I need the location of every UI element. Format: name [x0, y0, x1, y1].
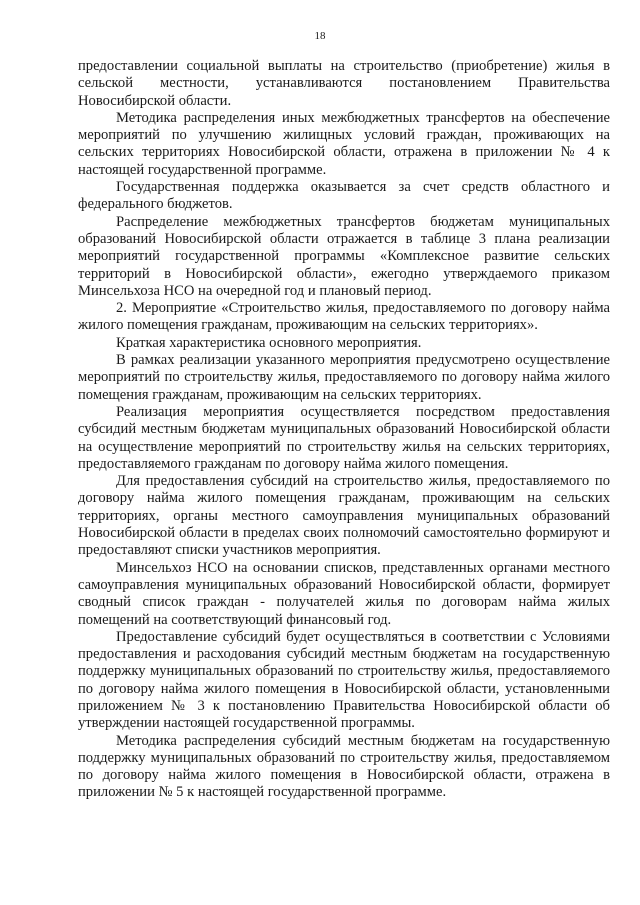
paragraph-6: Краткая характеристика основного мероприятия.	[116, 334, 422, 351]
page-number: 18	[314, 30, 326, 42]
paragraph-8: Реализация мероприятия осуществляется посредством предоставления субсидий местным бюджетам муниципальных образований Новосибирской области на осуществление мероприятий по строительству жилья на сельских территориях, предоставляемого гражданам по договору найма жилого помещения.	[78, 403, 610, 472]
document-body	[78, 58, 610, 802]
paragraph-5: 2. Мероприятие «Строительство жилья, предоставляемого по договору найма жилого помещения гражданам, проживающим на сельских территориях».	[78, 300, 610, 334]
paragraph-1: предоставлении социальной выплаты на строительство (приобретение) жилья в сельской местности, устанавливаются постановлением Правительства Новосибирской области.	[78, 58, 610, 109]
paragraph-2: Методика распределения иных межбюджетных трансфертов на обеспечение мероприятий по улучшению жилищных условий граждан, проживающих на сельских территориях Новосибирской области, отражена в приложении № 4 к настоящей государственной программе.	[78, 109, 610, 178]
paragraph-10: Минсельхоз НСО на основании списков, представленных органами местного самоуправления муниципальных образований Новосибирской области, формирует сводный список граждан - получателей жилья по договорам найма жилых помещений на соответствующий финансовый год.	[78, 559, 610, 628]
paragraph-4: Распределение межбюджетных трансфертов бюджетам муниципальных образований Новосибирской области отражается в таблице 3 плана реализации мероприятий государственной программы «Комплексное развитие сельских территорий в Новосибирской области», ежегодно утверждаемого приказом Минсельхоза НСО на очередной год и плановый период.	[78, 213, 610, 299]
paragraph-9: Для предоставления субсидий на строительство жилья, предоставляемого по договору найма жилого помещения гражданам, проживающим на сельских территориях, органы местного самоуправления муниципальных образований Новосибирской области в пределах своих полномочий самостоятельно формируют и предоставляют списки участников мероприятия.	[78, 473, 610, 559]
paragraph-7: В рамках реализации указанного мероприятия предусмотрено осуществление мероприятий по строительству жилья, предоставляемого по договору найма жилого помещения гражданам, проживающим на сельских территориях.	[78, 352, 610, 403]
paragraph-3: Государственная поддержка оказывается за счет средств областного и федерального бюджетов.	[78, 179, 610, 213]
paragraph-11: Предоставление субсидий будет осуществляться в соответствии с Условиями предоставления и расходования субсидий местным бюджетам на государственную поддержку муниципальных образований по строительству жилья, предоставляемого по договору найма жилого помещения в Новосибирской области, установленными приложением № 3 к постановлению Правительства Новосибирской области об утверждении настоящей государственной программы.	[78, 628, 610, 732]
paragraph-12: Методика распределения субсидий местным бюджетам на государственную поддержку муниципальных образований по строительству жилья, предоставляемом по договору найма жилого помещения в Новосибирской области, отражена в приложении № 5 к настоящей государственной программе.	[78, 732, 610, 801]
